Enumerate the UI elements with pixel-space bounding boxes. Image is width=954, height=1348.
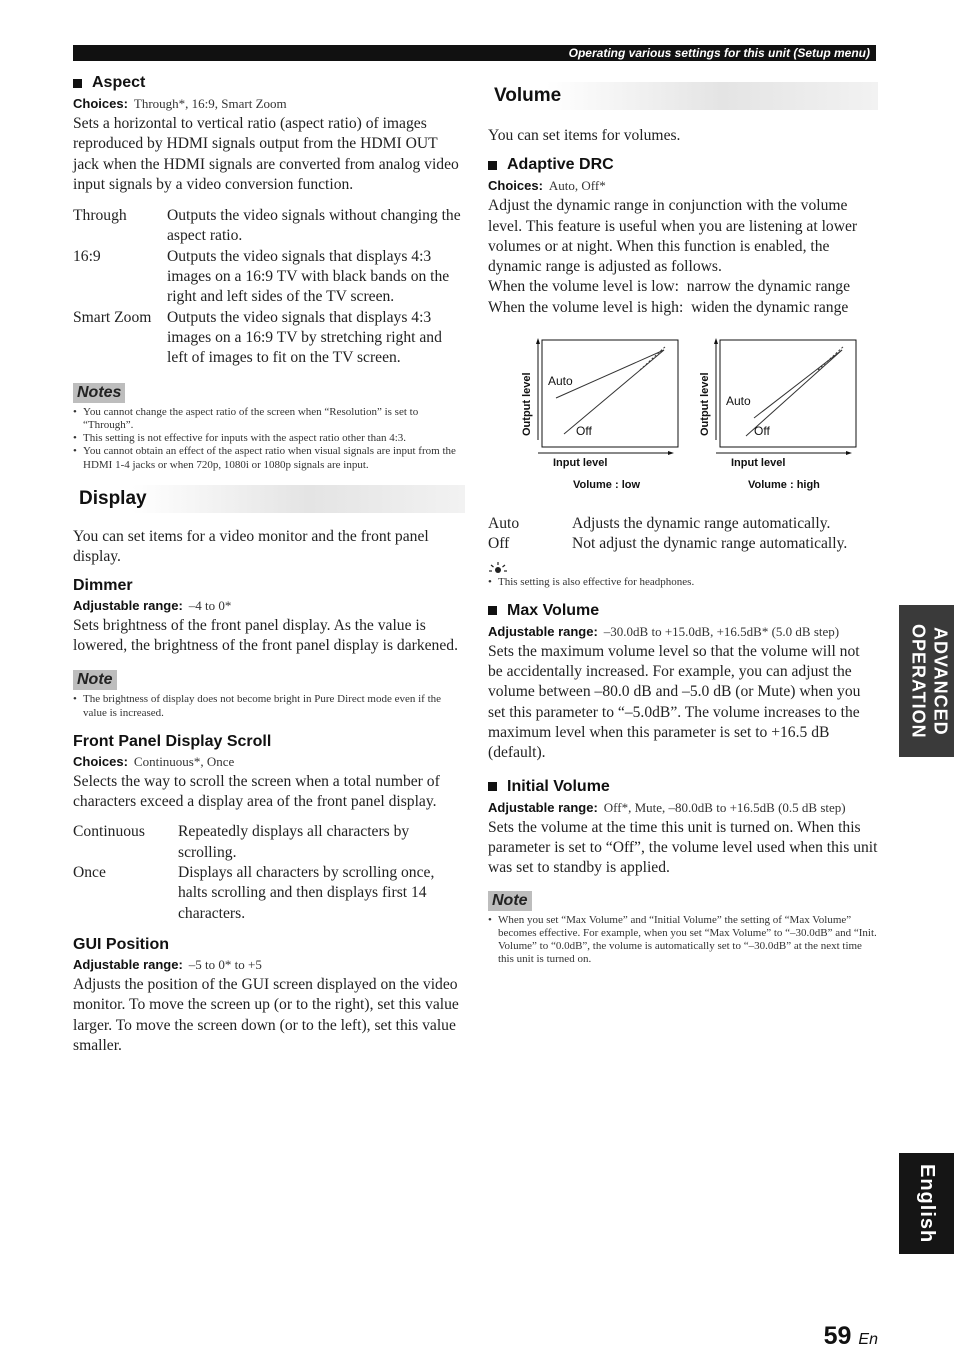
option-term: 16:9: [73, 247, 101, 265]
drc-line-low: When the volume level is low: narrow the dynamic range: [488, 278, 851, 296]
option-term: Off: [488, 535, 510, 553]
y-arrow-icon: [714, 338, 718, 344]
bullet-square-icon: [488, 782, 497, 791]
initial-volume-desc: Sets the volume at the time this unit is turned on. When this parameter is set to “Off”, the volume level used when this unit was set to standby is applied.: [488, 818, 878, 877]
note-label: Note: [488, 891, 532, 911]
option-def: Adjusts the dynamic range automatically.: [572, 515, 831, 532]
ref-line: [640, 346, 666, 370]
ref-line: [818, 346, 844, 370]
aspect-notes: [73, 406, 465, 472]
initial-volume-notes: [488, 914, 878, 967]
max-volume-range: Adjustable range: –30.0dB to +15.0dB, +16.5dB* (5.0 dB step): [488, 623, 840, 639]
series-label-off: Off: [576, 424, 592, 438]
drc-chart-high: [688, 338, 863, 493]
drc-heading: Adaptive DRC: [488, 156, 878, 174]
gui-heading: GUI Position: [73, 935, 169, 953]
option-def: Outputs the video signals without changing the aspect ratio.: [167, 207, 461, 245]
dimmer-heading: Dimmer: [73, 576, 133, 594]
tip-item: • This setting is also effective for headphones.: [488, 576, 878, 589]
aspect-choices: Choices: Through*, 16:9, Smart Zoom: [73, 96, 287, 111]
chart-caption: Volume : high: [748, 479, 820, 491]
drc-desc: Adjust the dynamic range in conjunction with the volume level. This feature is useful when you are listening at lower volumes or at night. When this function is enabled, the dynamic range is adjusted as follows.: [488, 197, 858, 276]
volume-desc: You can set items for volumes.: [488, 127, 681, 144]
option-def: Not adjust the dynamic range automatically.: [572, 535, 848, 553]
y-axis-label: Output level: [699, 372, 711, 436]
bullet-square-icon: [488, 161, 497, 170]
note-item: • When you set “Max Volume” and “Initial Volume” the setting of “Max Volume” becomes effective. For example, when you set “Max Volume” to “–30.0dB” and “Init. Volume” to “0.0dB”, the volume is automatically set to “–30.0dB” at the next time this unit is turned on.: [488, 914, 878, 967]
notes-label: Notes: [73, 383, 125, 403]
x-arrow-icon: [846, 451, 852, 455]
max-volume-desc: Sets the maximum volume level so that the volume will not be accidentally increased. For example, you can adjust the volume between –80.0 dB and –5.0 dB (or Mute) when you set this parameter to “–5.0dB”. The volume increases to the maximum level when this parameter is set to +16.5 dB (default).: [488, 642, 861, 762]
series-label-off: Off: [754, 424, 770, 438]
option-term: Smart Zoom: [73, 308, 152, 326]
display-section-title: Display: [73, 485, 465, 513]
drc-chart-low: [510, 338, 685, 493]
option-term: Continuous: [73, 823, 145, 841]
scroll-heading: Front Panel Display Scroll: [73, 732, 272, 750]
scroll-choices: Choices: Continuous*, Once: [73, 753, 235, 769]
header-title: Operating various settings for this unit (Setup menu): [568, 46, 870, 60]
series-label-auto: Auto: [548, 374, 573, 388]
bullet-square-icon: [73, 79, 82, 88]
initial-volume-heading: Initial Volume: [488, 778, 878, 796]
page-number: 59 En: [823, 1322, 878, 1348]
note-item: • The brightness of display does not become bright in Pure Direct mode even if the value is increased.: [73, 693, 465, 720]
off-line: [564, 350, 664, 434]
tip-icon: [488, 561, 508, 575]
gui-range: Adjustable range: –5 to 0* to +5: [73, 956, 262, 972]
option-term: Through: [73, 207, 127, 225]
x-axis-label: Input level: [731, 457, 786, 469]
dimmer-desc: Sets brightness of the front panel display. As the value is lowered, the brightness of the front panel display is darkened.: [73, 616, 458, 654]
note-item: • You cannot obtain an effect of the aspect ratio when visual signals are input from the HDMI 1-4 jacks or when 720p, 1080i or 1080p signals are input.: [73, 445, 465, 472]
series-label-auto: Auto: [726, 394, 751, 408]
chart-caption: Volume : low: [573, 479, 641, 491]
note-label: Note: [73, 670, 117, 690]
english-tab: English: [899, 1153, 954, 1254]
y-arrow-icon: [536, 338, 540, 344]
volume-section-title: Volume: [488, 82, 878, 110]
initial-volume-range: Adjustable range: Off*, Mute, –80.0dB to +16.5dB (0.5 dB step): [488, 799, 846, 815]
option-def: Repeatedly displays all characters by scrolling.: [178, 823, 410, 861]
drc-options: [488, 514, 878, 555]
aspect-heading: Aspect: [73, 74, 465, 92]
option-term: Auto: [488, 515, 520, 532]
plot-box: [542, 340, 678, 447]
advanced-operation-tab: ADVANCED OPERATION: [899, 605, 954, 757]
gui-desc: Adjusts the position of the GUI screen displayed on the video monitor. To move the screen up (or to the right), set this value larger. To move the screen down (or to the left), set this value smaller.: [73, 975, 459, 1054]
auto-line: [754, 350, 842, 418]
note-item: • This setting is not effective for inputs with the aspect ratio other than 4:3.: [73, 432, 465, 445]
bullet-square-icon: [488, 606, 497, 615]
left-column: [73, 74, 465, 1056]
option-def: Outputs the video signals that displays 4:3 images on a 16:9 TV by stretching right and left of images to fit on the TV screen.: [167, 308, 442, 367]
drc-choices: Choices: Auto, Off*: [488, 178, 606, 194]
scroll-options: [73, 822, 465, 923]
option-term: Once: [73, 864, 106, 882]
aspect-options: [73, 206, 465, 368]
note-item: • You cannot change the aspect ratio of the screen when “Resolution” is set to “Through”.: [73, 406, 465, 433]
display-desc: You can set items for a video monitor and the front panel display.: [73, 528, 429, 566]
dimmer-range: Adjustable range: –4 to 0*: [73, 597, 232, 613]
aspect-desc: Sets a horizontal to vertical ratio (aspect ratio) of images reproduced by HDMI signals output from the HDMI OUT jack when the HDMI signals are converted from analog video input signals by a video conversion function.: [73, 115, 459, 193]
x-axis-label: Input level: [553, 457, 608, 469]
drc-line-high: When the volume level is high: widen the dynamic range: [488, 298, 849, 316]
dimmer-notes: [73, 693, 465, 720]
x-arrow-icon: [668, 451, 674, 455]
header-bar: [73, 45, 876, 61]
max-volume-heading: Max Volume: [488, 602, 878, 620]
option-def: Displays all characters by scrolling once, halts scrolling and then displays first 14 characters.: [178, 864, 435, 922]
y-axis-label: Output level: [521, 372, 533, 436]
right-column: [488, 82, 878, 318]
scroll-desc: Selects the way to scroll the screen when a total number of characters exceed a display area of the front panel display.: [73, 772, 440, 811]
option-def: Outputs the video signals that displays 4:3 images on a 16:9 TV with black bands on the right and left sides of the TV screen.: [167, 247, 450, 306]
right-column-lower: [488, 514, 878, 967]
drc-tips: [488, 576, 878, 589]
